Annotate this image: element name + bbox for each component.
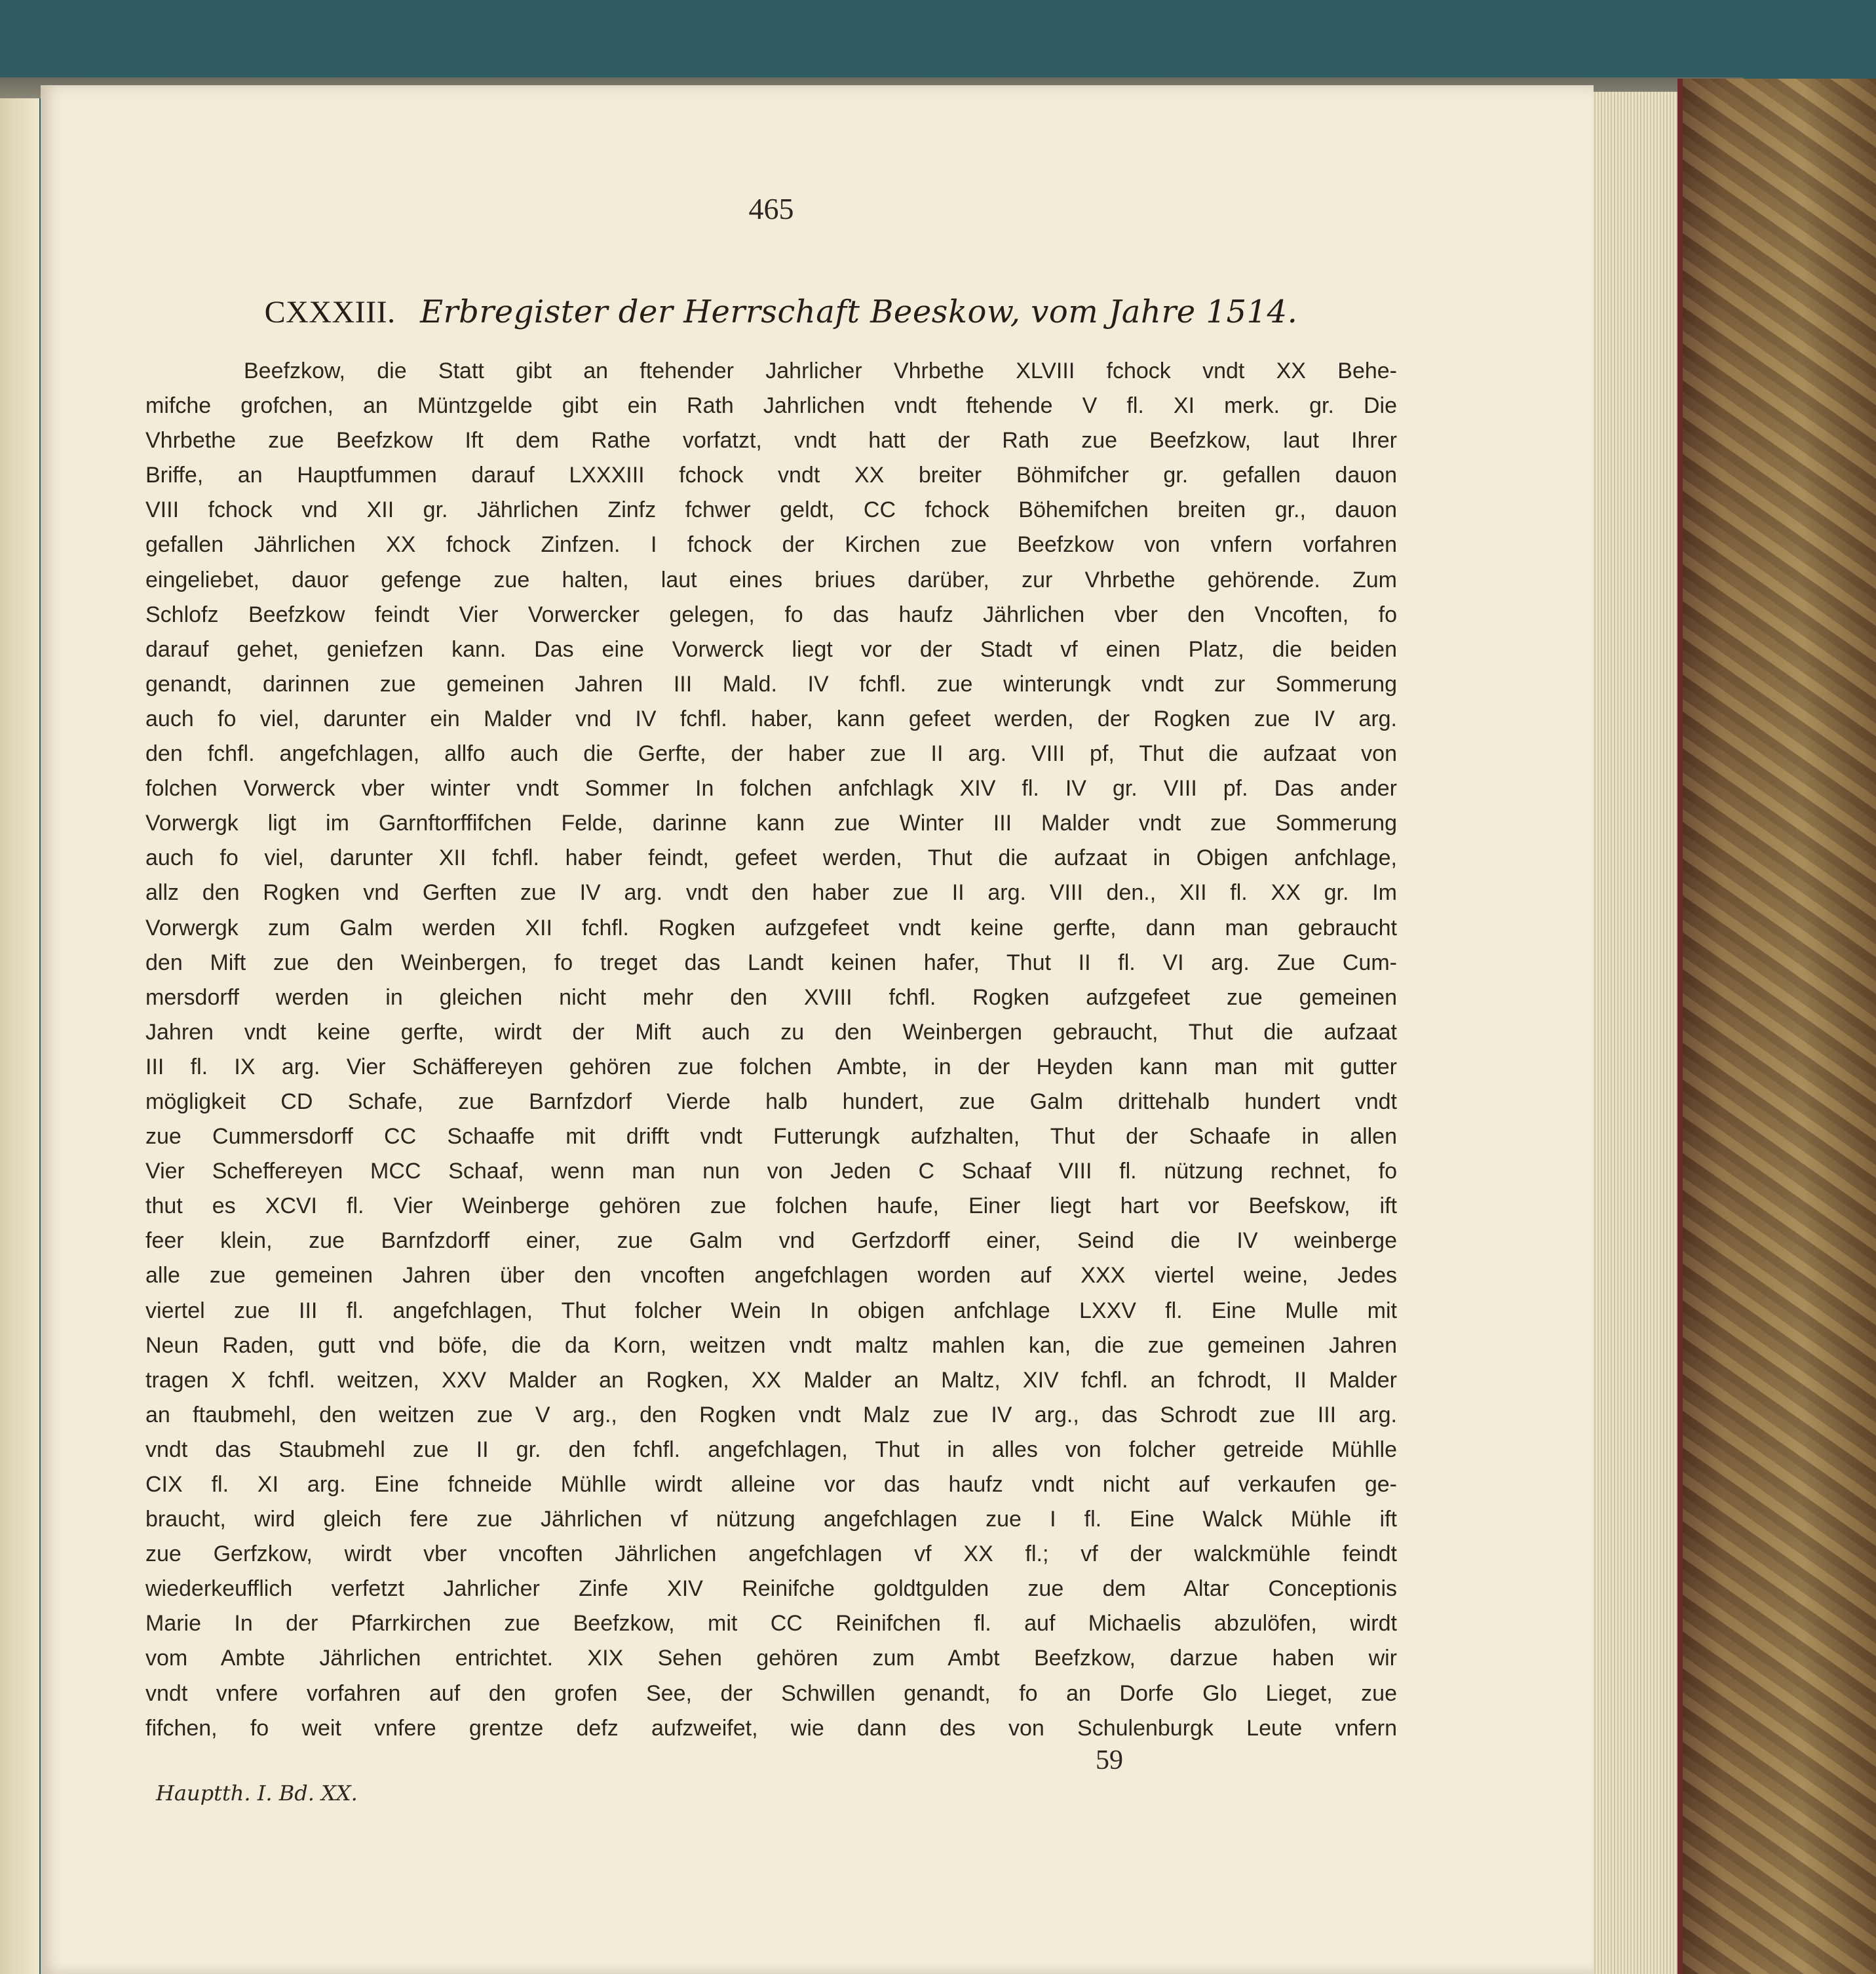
text-line: tragen X fchfl. weitzen, XXV Malder an Rogken, XX Malder an Maltz, XIV fchfl. an fchrodt, II Malder [145,1367,1397,1393]
text-line: braucht, wird gleich fere zue Jährlichen vf nützung angefchlagen zue I fl. Eine Walck Mühle ift [145,1507,1397,1532]
text-line: Neun Raden, gutt vnd böfe, die da Korn, weitzen vndt maltz mahlen kan, die zue gemeinen Jahren [145,1332,1397,1358]
text-line: zue Gerfzkow, wirdt vber vncoften Jährlichen angefchlagen vf XX fl.; vf der walckmühle feindt [145,1541,1397,1567]
text-line: allz den Rogken vnd Gerften zue IV arg. vndt den haber zue II arg. VIII den., XII fl. XX gr. Im [145,880,1397,906]
text-line: feer klein, zue Barnfzdorff einer, zue Galm vnd Gerfzdorff einer, Seind die IV weinberge [145,1228,1397,1254]
text-line: fifchen, fo weit vnfere grentze defz aufzweifet, wie dann des von Schulenburgk Leute vnfern [145,1715,1397,1741]
text-line: den fchfl. angefchlagen, allfo auch die Gerfte, der haber zue II arg. VIII pf, Thut die aufzaat von [145,741,1397,767]
page-number: 465 [748,192,794,225]
marbled-cover [1677,79,1876,1974]
text-line: Vorwergk zum Galm werden XII fchfl. Rogken aufzgefeet vndt keine gerfte, dann man gebraucht [145,915,1397,940]
heading-number: CXXXIII. [264,295,396,330]
text-line: an ftaubmehl, den weitzen zue V arg., den Rogken vndt Malz zue IV arg., das Schrodt zue III arg. [145,1402,1397,1427]
body-text [145,354,1397,1746]
text-line: VIII fchock vnd XII gr. Jährlichen Zinfz fchwer geldt, CC fchock Böhemifchen breiten gr., dauon [145,497,1397,523]
text-line: Vorwergk ligt im Garnftorffifchen Felde, darinne kann zue Winter III Malder vndt zue Sommerung [145,811,1397,836]
text-line: Schlofz Beefzkow feindt Vier Vorwercker gelegen, fo das haufz Jährlichen vber den Vncoften, fo [145,602,1397,627]
text-line: Marie In der Pfarrkirchen zue Beefzkow, mit CC Reinifchen fl. auf Michaelis abzulöfen, wirdt [145,1611,1397,1636]
heading-title: Erbregister der Herrschaft Beeskow, vom Jahre 1514. [420,294,1298,330]
text-line: thut es XCVI fl. Vier Weinberge gehören zue folchen haufe, Einer liegt hart vor Beefskow, ift [145,1193,1397,1219]
text-line: vom Ambte Jährlichen entrichtet. XIX Sehen gehören zum Ambt Beefzkow, darzue haben wir [145,1646,1397,1671]
text-line: den Mift zue den Weinbergen, fo treget das Landt keinen hafer, Thut II fl. VI arg. Zue Cum- [145,950,1397,975]
text-line: genandt, darinnen zue gemeinen Jahren III Mald. IV fchfl. zue winterungk vndt zur Sommerung [145,671,1397,697]
text-line: darauf gehet, geniefzen kann. Das eine Vorwerck liegt vor der Stadt vf einen Platz, die beiden [145,636,1397,662]
text-line: vndt vnfere vorfahren auf den grofen See, der Schwillen genandt, fo an Dorfe Glo Lieget, zue [145,1680,1397,1706]
page-stack-edge [1579,92,1677,1974]
text-line: mersdorff werden in gleichen nicht mehr den XVIII fchfl. Rogken aufzgefeet zue gemeinen [145,984,1397,1010]
facing-page-edge [0,98,39,1974]
text-line: folchen Vorwerck vber winter vndt Sommer In folchen anfchlagk XIV fl. IV gr. VIII pf. Das ander [145,776,1397,802]
document-heading [159,294,1404,330]
text-line: Briffe, an Hauptfummen darauf LXXXIII fchock vndt XX breiter Böhmifcher gr. gefallen dauon [145,463,1397,488]
text-line: auch fo viel, darunter XII fchfl. haber feindt, gefeet werden, Thut die aufzaat in Obigen anfchlage, [145,845,1397,871]
text-line: zue Cummersdorff CC Schaaffe mit drifft vndt Futterungk aufzhalten, Thut der Schaafe in allen [145,1124,1397,1150]
book-page [41,85,1594,1974]
text-line: gefallen Jährlichen XX fchock Zinfzen. I fchock der Kirchen zue Beefzkow von vnfern vorfahren [145,532,1397,558]
text-line: III fl. IX arg. Vier Schäffereyen gehören zue folchen Ambte, in der Heyden kann man mit gutter [145,1054,1397,1079]
text-line: vndt das Staubmehl zue II gr. den fchfl. angefchlagen, Thut in alles von folcher getreide Mühlle [145,1437,1397,1462]
text-line: wiederkeufflich verfetzt Jahrlicher Zinfe XIV Reinifche goldtgulden zue dem Altar Conceptionis [145,1576,1397,1602]
text-line: Vier Scheffereyen MCC Schaaf, wenn man nun von Jeden C Schaaf VIII fl. nützung rechnet, fo [145,1159,1397,1184]
text-line: mifche grofchen, an Müntzgelde gibt ein Rath Jahrlichen vndt ftehende V fl. XI merk. gr. Die [145,393,1397,419]
text-line: Jahren vndt keine gerfte, wirdt der Mift auch zu den Weinbergen gebraucht, Thut die aufzaat [145,1019,1397,1045]
text-line: alle zue gemeinen Jahren über den vncoften angefchlagen worden auf XXX viertel weine, Jedes [145,1263,1397,1288]
text-line: Beefzkow, die Statt gibt an ftehender Jahrlicher Vhrbethe XLVIII fchock vndt XX Behe- [244,358,1397,383]
text-line: CIX fl. XI arg. Eine fchneide Mühlle wirdt alleine vor das haufz vndt nicht auf verkaufen ge- [145,1472,1397,1497]
footer-note: Hauptth. I. Bd. XX. [156,1781,358,1806]
text-line: auch fo viel, darunter ein Malder vnd IV fchfl. haber, kann gefeet werden, der Rogken zue IV arg. [145,706,1397,731]
signature-number: 59 [1096,1745,1123,1775]
text-line: eingeliebet, dauor gefenge zue halten, laut eines briues darüber, zur Vhrbethe gehörende. Zum [145,567,1397,592]
text-line: Vhrbethe zue Beefzkow Ift dem Rathe vorfatzt, vndt hatt der Rath zue Beefzkow, laut Ihrer [145,428,1397,454]
text-line: mögligkeit CD Schafe, zue Barnfzdorf Vierde halb hundert, zue Galm drittehalb hundert vndt [145,1089,1397,1114]
text-line: viertel zue III fl. angefchlagen, Thut folcher Wein In obigen anfchlage LXXV fl. Eine Mulle mit [145,1298,1397,1323]
